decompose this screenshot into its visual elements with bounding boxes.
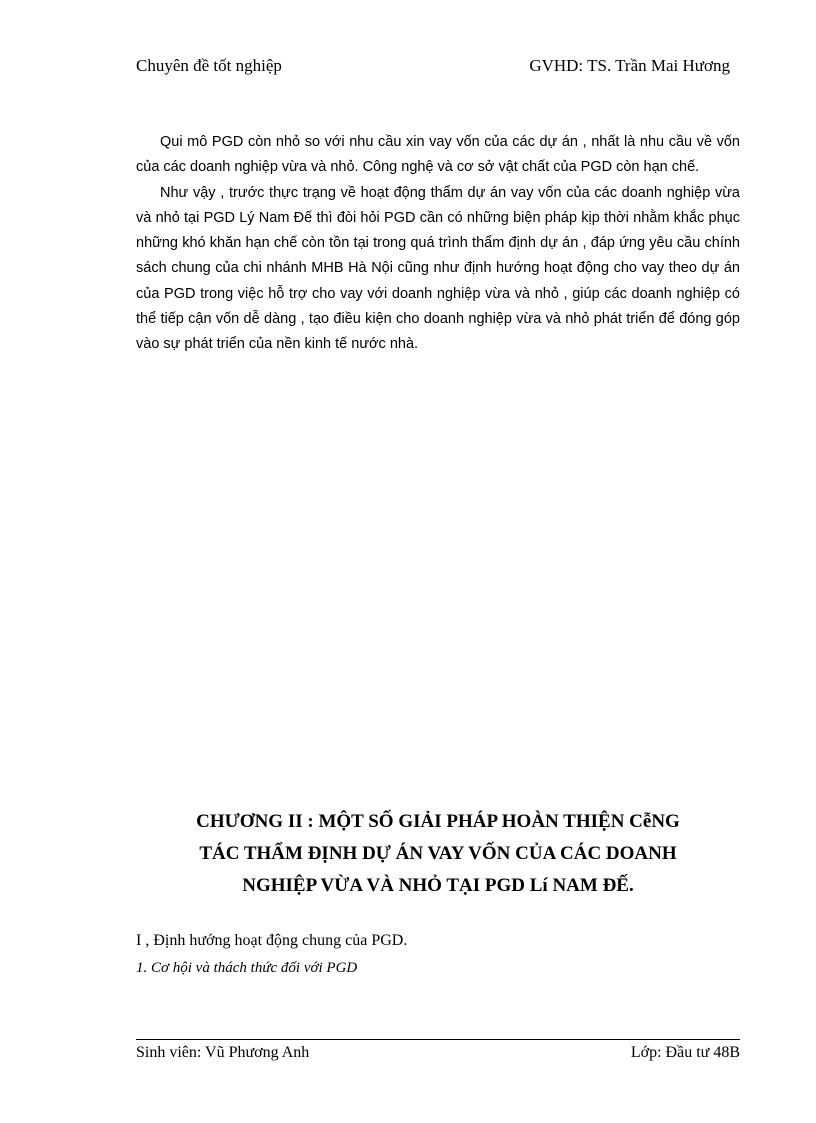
page-header xyxy=(136,56,730,80)
header-supervisor: GVHD: TS. Trần Mai Hương xyxy=(529,56,730,75)
header-title: Chuyên đề tốt nghiệp xyxy=(136,56,282,75)
page-footer xyxy=(136,1044,740,1068)
footer-student: Sinh viên: Vũ Phương Anh xyxy=(136,1044,310,1061)
paragraph: Như vậy , trước thực trạng về hoạt động thẩm dự án vay vốn của các doanh nghiệp vừa và nhỏ tại PGD Lý Nam Đế thì đòi hỏi PGD cần có những biện pháp kịp thời nhằm khắc phục những khó khăn hạn chế còn tồn tại trong quá trình thẩm định dự án , đáp ứng yêu cầu chính sách chung của chi nhánh MHB Hà Nội cũng như định hướng hoạt động cho vay theo dự án của PGD trong việc hỗ trợ cho vay với doanh nghiệp vừa và nhỏ , giúp các doanh nghiệp có thể tiếp cận vốn dễ dàng , tạo điều kiện cho doanh nghiệp vừa và nhỏ phát triển để đóng góp vào sự phát triển của nền kinh tế nước nhà. xyxy=(136,184,740,353)
chapter-title-line: TÁC THẨM ĐỊNH DỰ ÁN VAY VỐN CỦA CÁC DOANH xyxy=(199,843,677,864)
body-text xyxy=(136,130,740,358)
chapter-title-line: CHƯƠNG II : MỘT SỐ GIẢI PHÁP HOÀN THIỆN CễNG xyxy=(196,811,680,832)
chapter-title xyxy=(136,806,740,902)
chapter-title-line: NGHIỆP VỪA VÀ NHỎ TẠI PGD Lí NAM ĐẾ. xyxy=(242,875,634,896)
footer-divider xyxy=(136,1039,740,1040)
subsection-heading: 1. Cơ hội và thách thức đối với PGD xyxy=(136,960,358,976)
footer-class: Lớp: Đầu tư 48B xyxy=(630,1044,740,1061)
paragraph: Qui mô PGD còn nhỏ so với nhu cầu xin vay vốn của các dự án , nhất là nhu cầu về vốn của các doanh nghiệp vừa và nhỏ. Công nghệ và cơ sở vật chất của PGD còn hạn chế. xyxy=(136,134,740,176)
section-heading: I , Định hướng hoạt động chung của PGD. xyxy=(136,932,408,949)
